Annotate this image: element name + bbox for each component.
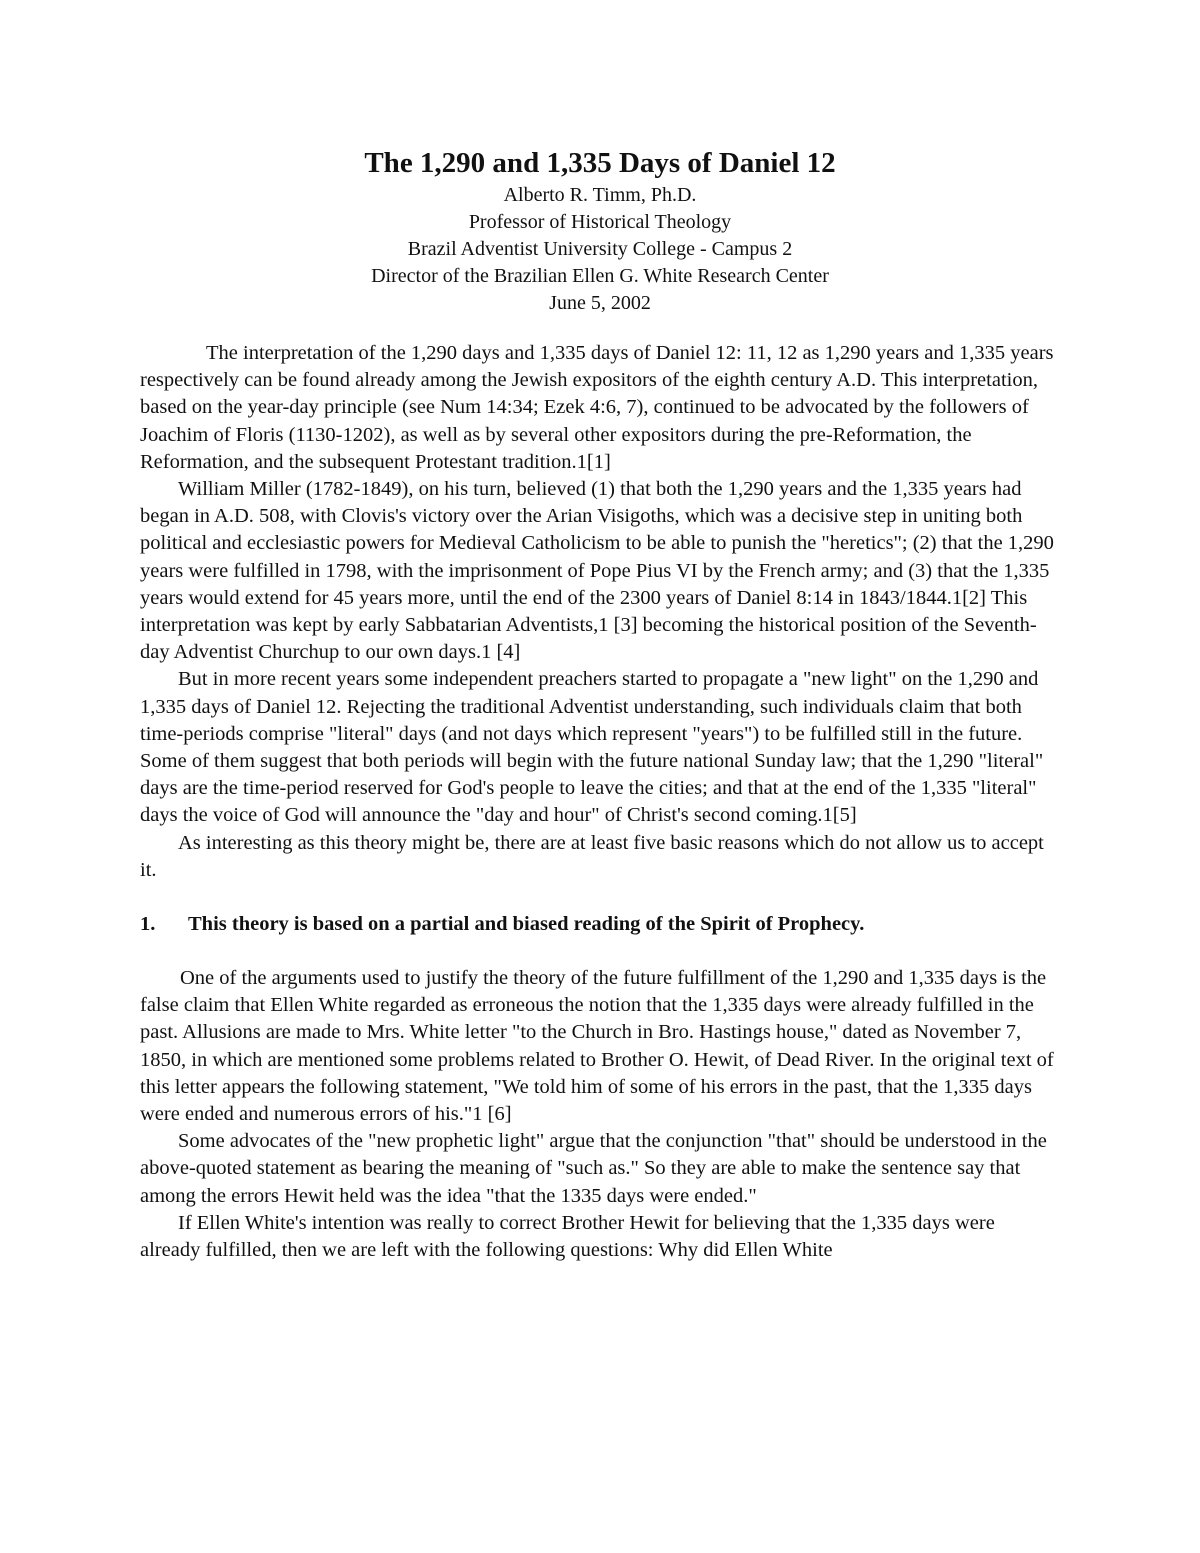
body-paragraph: William Miller (1782-1849), on his turn, believed (1) that both the 1,290 years and the 1,335 years had began in A.D. 508, with Clovis's victory over the Arian Visigoths, which was a decisive step in uniting both political and ecclesiastic powers for Medieval Catholicism to be able to punish the "heretics"; (2) that the 1,290 years were fulfilled in 1798, with the imprisonment of Pope Pius VI by the French army; and (3) that the 1,335 years would extend for 45 years more, until the end of the 2300 years of Daniel 8:14 in 1843/1844.1[2] This interpretation was kept by early Sabbatarian Adventists,1 [3] becoming the historical position of the Seventh-day Adventist Churchup to our own days.1 [4] bbox=[140, 478, 1054, 664]
document-body bbox=[140, 340, 1060, 1264]
section-paragraph: Some advocates of the "new prophetic light" argue that the conjunction "that" should be understood in the above-quoted statement as bearing the meaning of "such as." So they are able to make the sentence say that among the errors Hewit held was the idea "that the 1335 days were ended." bbox=[140, 1130, 1047, 1207]
section-number: 1. bbox=[140, 913, 156, 936]
author-position: Professor of Historical Theology bbox=[468, 211, 732, 233]
body-paragraph: The interpretation of the 1,290 days and 1,335 days of Daniel 12: 11, 12 as 1,290 years and 1,335 years respectively can be found already among the Jewish expositors of the eighth century A.D. This interpretation, based on the year-day principle (see Num 14:34; Ezek 4:6, 7), continued to be advocated by the followers of Joachim of Floris (1130-1202), as well as by several other expositors during the pre-Reformation, the Reformation, and the subsequent Protestant tradition.1[1] bbox=[140, 342, 1054, 473]
author-role: Director of the Brazilian Ellen G. White Research Center bbox=[371, 265, 829, 287]
section-heading-text: This theory is based on a partial and biased reading of the Spirit of Prophecy. bbox=[188, 913, 865, 936]
section-paragraph: One of the arguments used to justify the theory of the future fulfillment of the 1,290 and 1,335 days is the false claim that Ellen White regarded as erroneous the notion that the 1,335 days were already fulfilled in the past. Allusions are made to Mrs. White letter "to the Church in Bro. Hastings house," dated as November 7, 1850, in which are mentioned some problems related to Brother O. Hewit, of Dead River. In the original text of this letter appears the following statement, "We told him of some of his errors in the past, that the 1,335 days were ended and numerous errors of his."1 [6] bbox=[140, 967, 1054, 1126]
document-header bbox=[140, 144, 1060, 317]
author-name: Alberto R. Timm, Ph.D. bbox=[503, 184, 697, 206]
body-paragraph: But in more recent years some independent preachers started to propagate a "new light" on the 1,290 and 1,335 days of Daniel 12. Rejecting the traditional Adventist understanding, such individuals claim that both time-periods comprise "literal" days (and not days which represent "years") to be fulfilled still in the future. Some of them suggest that both periods will begin with the future national Sunday law; that the 1,290 "literal" days are the time-period reserved for God's people to leave the cities; and that at the end of the 1,335 "literal" days the voice of God will announce the "day and hour" of Christ's second coming.1[5] bbox=[140, 668, 1044, 827]
author-institution: Brazil Adventist University College - Campus 2 bbox=[407, 238, 793, 260]
section-heading bbox=[140, 911, 1060, 938]
document-date: June 5, 2002 bbox=[549, 292, 651, 314]
document-title: The 1,290 and 1,335 Days of Daniel 12 bbox=[364, 147, 836, 179]
section-paragraph: If Ellen White's intention was really to correct Brother Hewit for believing that the 1,335 days were already fulfilled, then we are left with the following questions: Why did Ellen White bbox=[140, 1211, 995, 1262]
body-paragraph: As interesting as this theory might be, there are at least five basic reasons which do not allow us to accept it. bbox=[140, 831, 1044, 881]
